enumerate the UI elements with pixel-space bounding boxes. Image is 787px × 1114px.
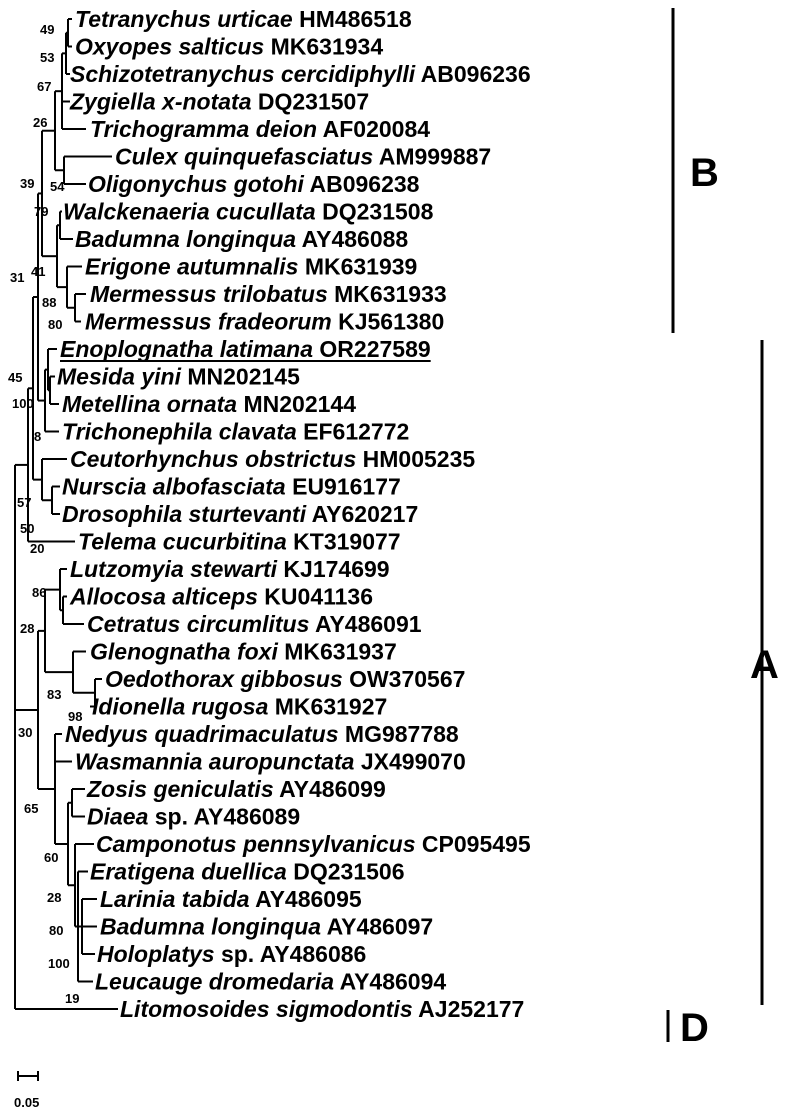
taxon-label: Trichonephila clavata EF612772 [62, 418, 410, 445]
taxon-label: Enoplognatha latimana OR227589 [60, 336, 431, 362]
bootstrap-value: 53 [40, 50, 55, 65]
bootstrap-value: 80 [48, 317, 63, 332]
bootstrap-value: 39 [20, 176, 35, 191]
taxon-label: Diaea sp. AY486089 [87, 803, 301, 830]
taxon-label: Metellina ornata MN202144 [62, 391, 357, 417]
bootstrap-value: 50 [20, 521, 35, 536]
bootstrap-value: 19 [65, 991, 80, 1006]
taxon-label: Drosophila sturtevanti AY620217 [62, 501, 419, 527]
bootstrap-value: 31 [10, 270, 25, 285]
taxon-label: Zygiella x-notata DQ231507 [70, 88, 370, 115]
taxon-label: Litomosoides sigmodontis AJ252177 [120, 996, 525, 1022]
taxon-label: Trichogramma deion AF020084 [90, 116, 431, 142]
taxon-label: Culex quinquefasciatus AM999887 [115, 143, 492, 170]
bootstrap-value: 54 [50, 179, 65, 194]
clade-label-d: D [680, 1006, 709, 1050]
taxon-label: Oxyopes salticus MK631934 [75, 33, 384, 60]
scale-bar [14, 1071, 39, 1110]
taxon-label: Idionella rugosa MK631927 [92, 693, 388, 720]
taxon-label: Oedothorax gibbosus OW370567 [105, 666, 466, 692]
taxon-label: Lutzomyia stewarti KJ174699 [70, 556, 390, 582]
taxon-label: Tetranychus urticae HM486518 [75, 6, 412, 32]
bootstrap-value: 30 [18, 725, 33, 740]
taxon-label: Oligonychus gotohi AB096238 [88, 171, 420, 197]
bootstrap-value: 45 [8, 370, 23, 385]
bootstrap-value: 80 [49, 923, 64, 938]
taxon-label: Eratigena duellica DQ231506 [90, 858, 405, 885]
taxon-label: Camponotus pennsylvanicus CP095495 [96, 831, 531, 857]
taxon-label: Erigone autumnalis MK631939 [85, 253, 418, 280]
taxon-label: Wasmannia auropunctata JX499070 [75, 748, 466, 775]
taxon-label: Badumna longinqua AY486097 [100, 913, 434, 940]
taxon-label: Zosis geniculatis AY486099 [87, 776, 386, 802]
clade-label-b: B [690, 151, 719, 195]
taxon-label: Cetratus circumlitus AY486091 [87, 611, 422, 637]
bootstrap-value: 60 [44, 850, 59, 865]
bootstrap-value: 100 [12, 396, 34, 411]
bootstrap-value: 67 [37, 79, 52, 94]
taxon-label: Ceutorhynchus obstrictus HM005235 [70, 446, 476, 472]
taxon-label: Nurscia albofasciata EU916177 [62, 473, 401, 500]
bootstrap-value: 100 [48, 956, 70, 971]
taxon-labels [57, 6, 531, 1022]
taxon-label: Holoplatys sp. AY486086 [97, 941, 367, 967]
bootstrap-value: 41 [31, 264, 46, 279]
bootstrap-value: 26 [33, 115, 48, 130]
taxon-label: Allocosa alticeps KU041136 [70, 583, 374, 610]
taxon-label: Mesida yini MN202145 [57, 363, 300, 390]
taxon-label: Mermessus fradeorum KJ561380 [85, 308, 445, 335]
bootstrap-value: 83 [47, 687, 62, 702]
taxon-label: Larinia tabida AY486095 [100, 886, 362, 912]
taxon-label: Badumna longinqua AY486088 [75, 226, 409, 252]
taxon-label: Walckenaeria cucullata DQ231508 [63, 198, 434, 225]
bootstrap-value: 65 [24, 801, 39, 816]
taxon-label: Glenognatha foxi MK631937 [90, 638, 397, 665]
clade-label-a: A [750, 643, 779, 687]
bootstrap-value: 20 [30, 541, 45, 556]
taxon-label: Telema cucurbitina KT319077 [78, 528, 401, 555]
bootstrap-value: 79 [34, 204, 49, 219]
taxon-label: Leucauge dromedaria AY486094 [95, 968, 447, 995]
bootstrap-value: 28 [47, 890, 62, 905]
bootstrap-value: 57 [17, 495, 32, 510]
bootstrap-value: 98 [68, 709, 83, 724]
bootstrap-value: 8 [34, 429, 42, 444]
taxon-label: Nedyus quadrimaculatus MG987788 [65, 721, 459, 747]
bootstrap-value: 49 [40, 22, 55, 37]
taxon-label: Schizotetranychus cercidiphylli AB096236 [70, 61, 531, 87]
bootstrap-value: 86 [32, 585, 47, 600]
clade-bars [668, 8, 779, 1050]
bootstrap-value: 88 [42, 295, 57, 310]
scale-bar-label: 0.05 [14, 1095, 40, 1110]
taxon-label: Mermessus trilobatus MK631933 [90, 281, 447, 307]
bootstrap-value: 28 [20, 621, 35, 636]
